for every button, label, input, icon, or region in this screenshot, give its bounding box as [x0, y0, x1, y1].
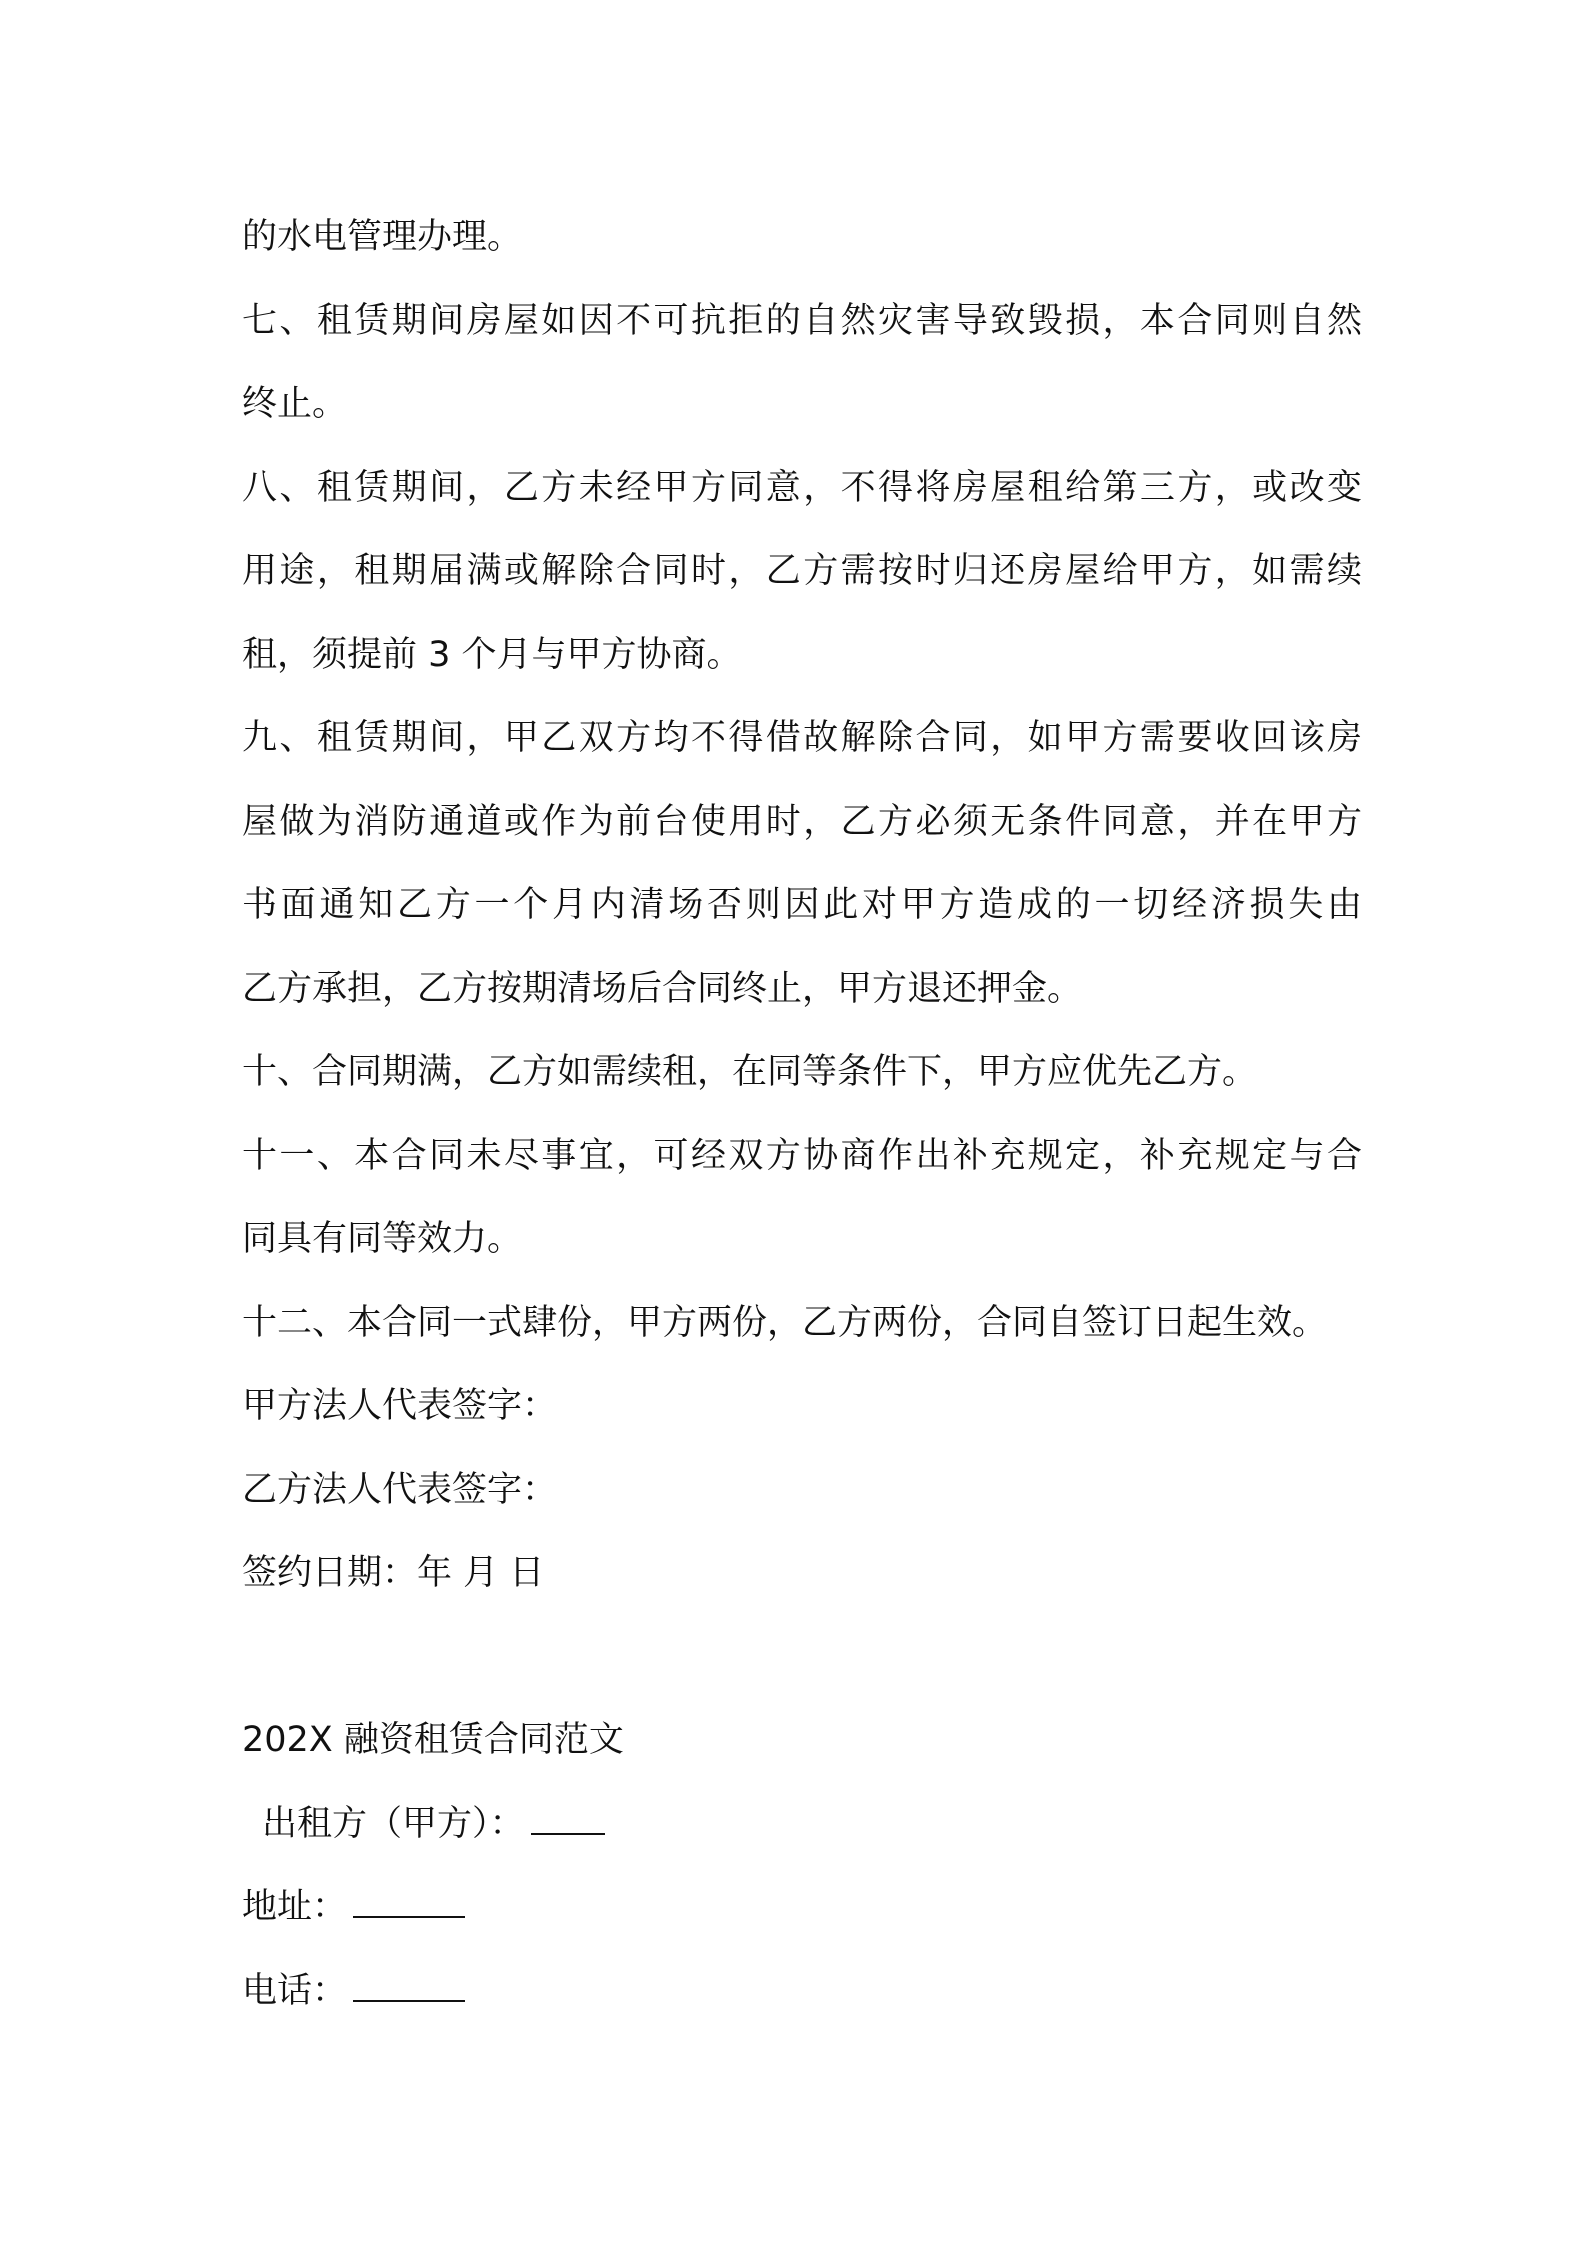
lessor-blank [531, 1803, 605, 1835]
paragraph-6-line-1: 的水电管理办理。 [242, 217, 523, 257]
paragraph-9-line-4: 乙方承担，乙方按期清场后合同终止，甲方退还押金。 [242, 968, 1083, 1009]
paragraph-8-line-2: 用途，租期届满或解除合同时，乙方需按时归还房屋给甲方，如需续 [242, 551, 1362, 591]
paragraph-8-line-3: 租，须提前 3 个月与甲方协商。 [242, 634, 742, 675]
paragraph-10-line-1: 十、合同期满，乙方如需续租，在同等条件下，甲方应优先乙方。 [242, 1052, 1258, 1092]
address-blank [353, 1886, 465, 1918]
lessor-field [242, 1783, 1362, 1867]
signing-date: 签约日期：年 月 日 [242, 1553, 545, 1593]
phone-label: 电话： [242, 1970, 348, 2011]
paragraph-7-line-2: 终止。 [242, 384, 348, 424]
paragraph-11-line-1: 十一、本合同未尽事宜，可经双方协商作出补充规定，补充规定与合 [242, 1135, 1362, 1176]
paragraph-9-line-3: 书面通知乙方一个月内清场否则因此对甲方造成的一切经济损失由 [242, 885, 1362, 925]
party-a-signature: 甲方法人代表签字： [242, 1386, 558, 1426]
paragraph-9-line-2: 屋做为消防通道或作为前台使用时，乙方必须无条件同意，并在甲方 [242, 801, 1362, 842]
paragraph-9-line-1: 九、租赁期间，甲乙双方均不得借故解除合同，如甲方需要收回该房 [242, 718, 1362, 758]
lessor-label: 出租方（甲方）： [262, 1803, 525, 1844]
phone-blank [353, 1970, 465, 2002]
paragraph-11-line-2: 同具有同等效力。 [242, 1219, 523, 1259]
paragraph-8-line-1: 八、租赁期间，乙方未经甲方同意，不得将房屋租给第三方，或改变 [242, 467, 1362, 508]
next-document-title: 202X 融资租赁合同范文 [242, 1720, 624, 1760]
address-label: 地址： [242, 1887, 348, 1927]
address-field [242, 1866, 1362, 1950]
document-page [242, 196, 1362, 2033]
section-gap [242, 1616, 1362, 1700]
party-b-signature: 乙方法人代表签字： [242, 1469, 558, 1510]
paragraph-12-line-1: 十二、本合同一式肆份，甲方两份，乙方两份，合同自签订日起生效。 [242, 1302, 1328, 1343]
phone-field [242, 1950, 1362, 2034]
paragraph-7-line-1: 七、租赁期间房屋如因不可抗拒的自然灾害导致毁损，本合同则自然 [242, 300, 1362, 341]
